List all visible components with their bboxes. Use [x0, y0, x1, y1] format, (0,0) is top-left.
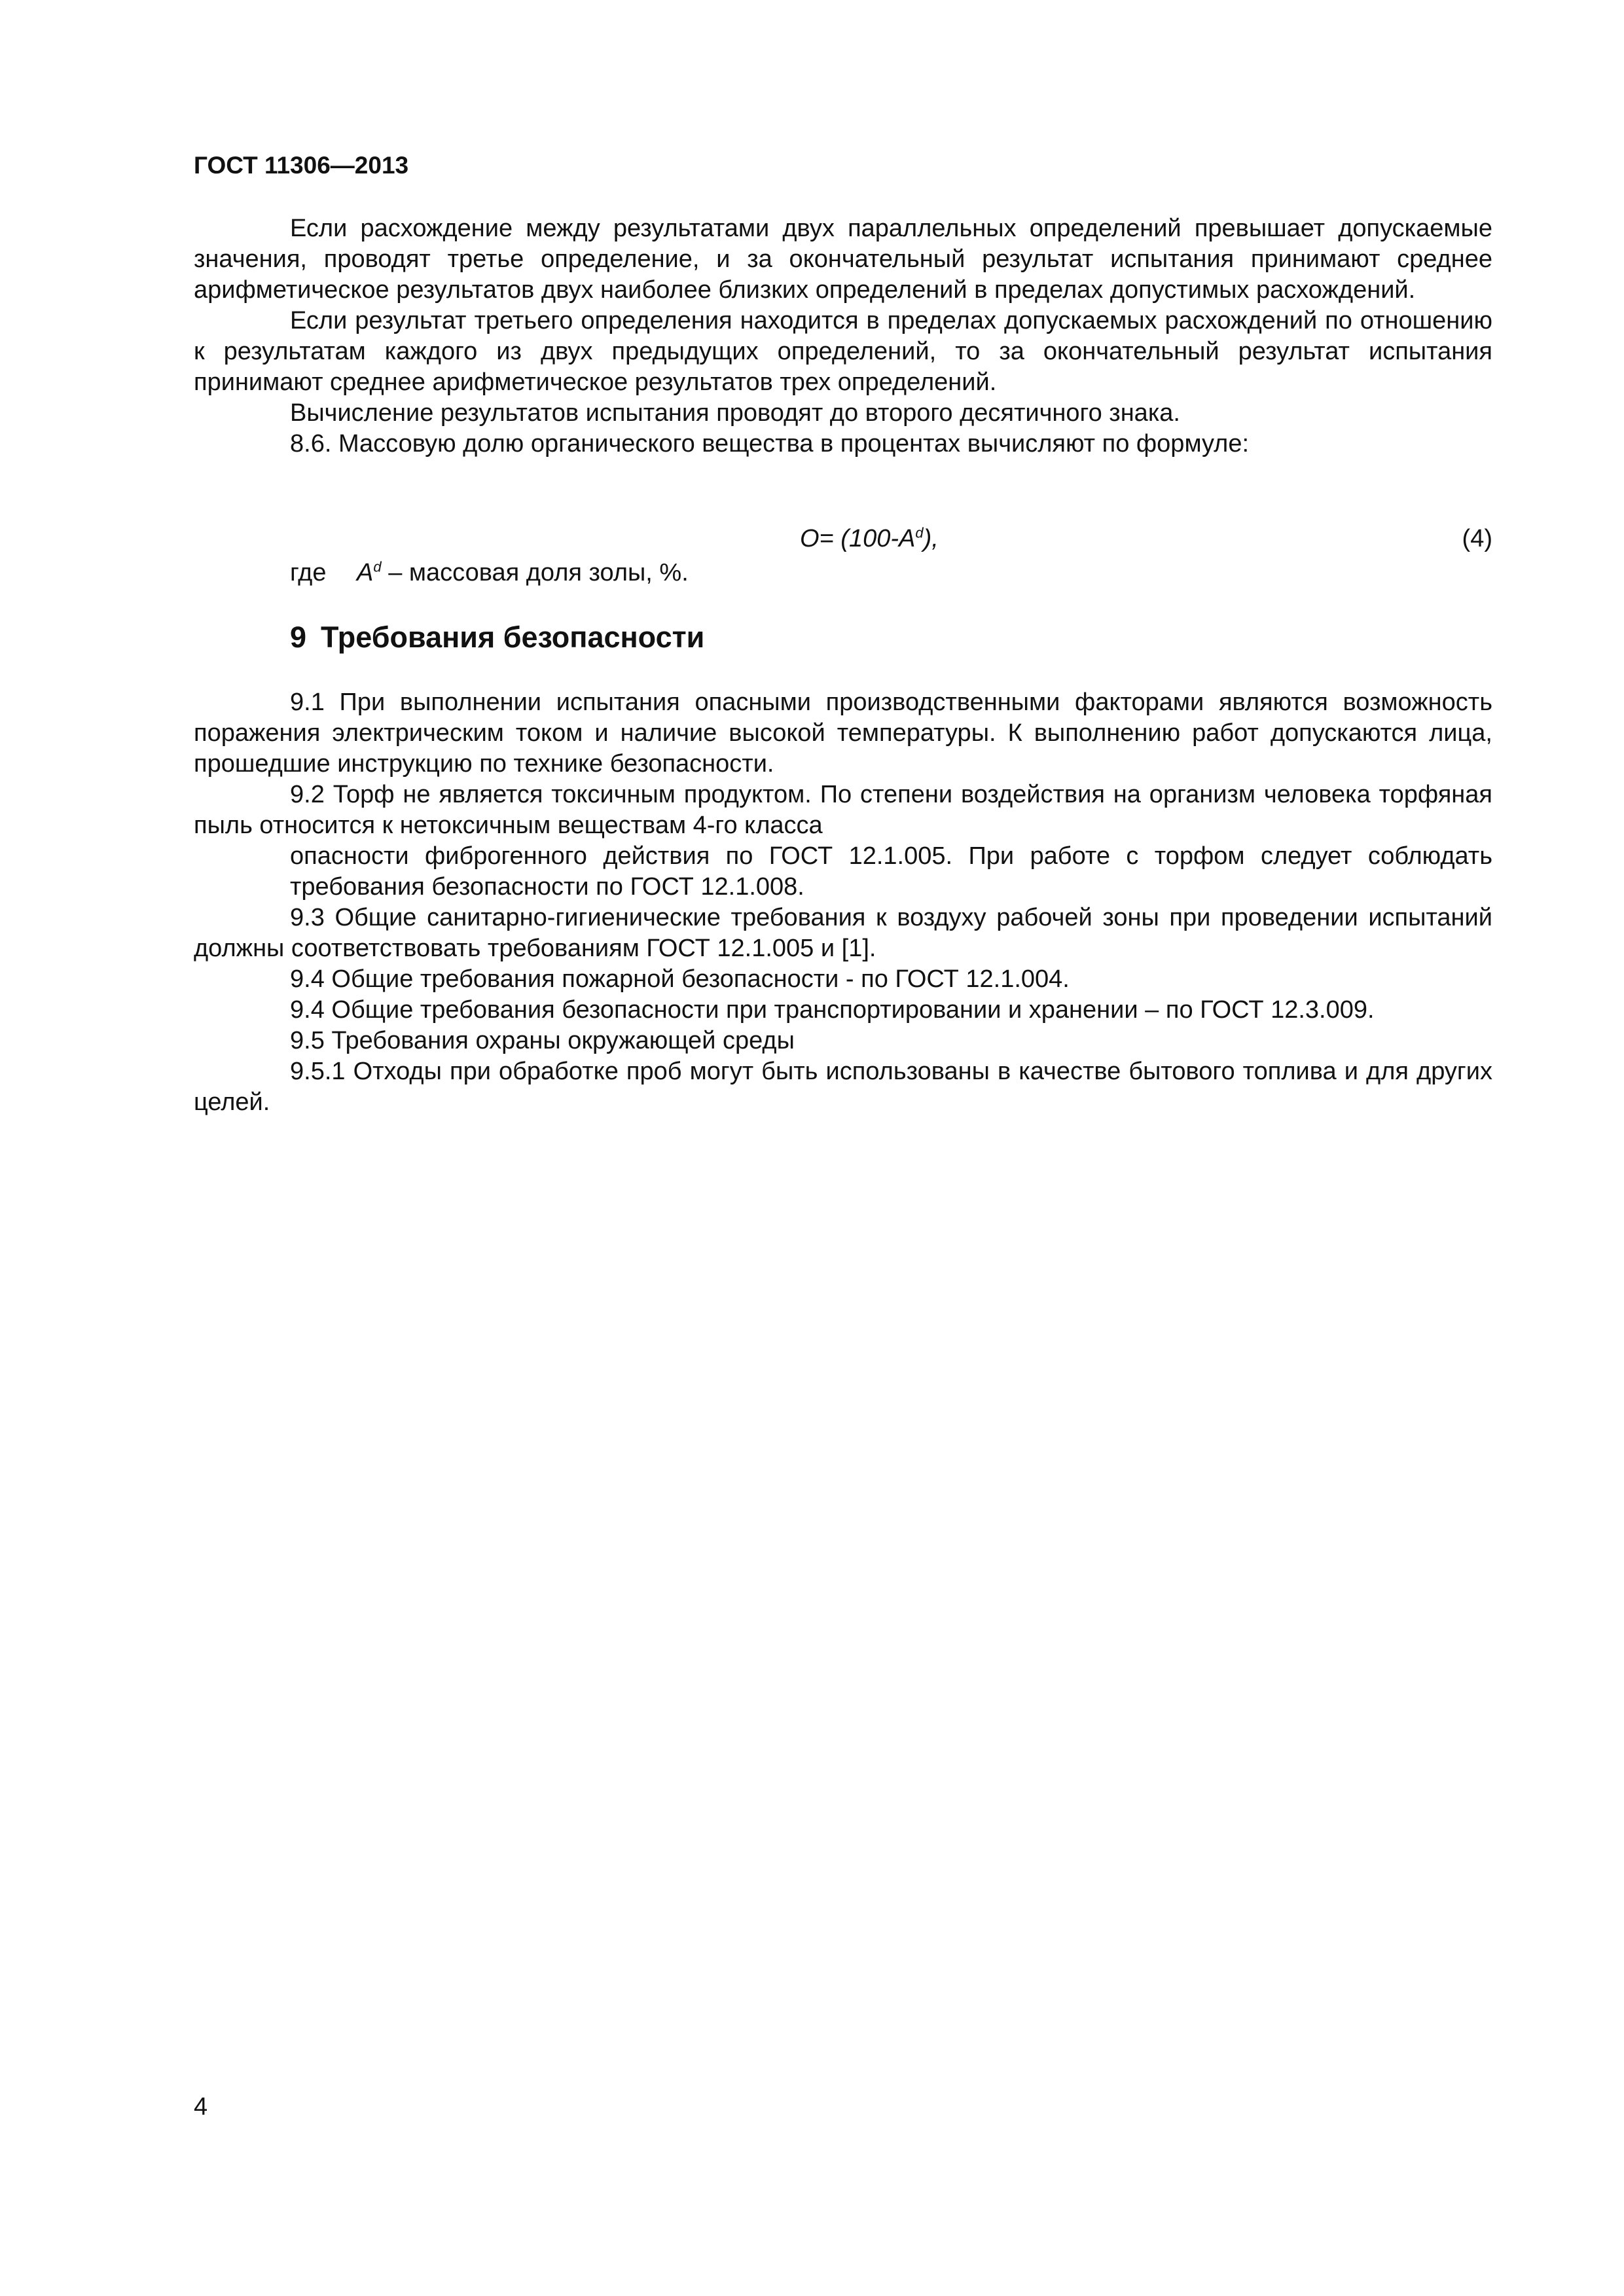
formula-row: [194, 524, 1492, 563]
ash-symbol: $A^d$: [357, 558, 382, 586]
section-9-body: [194, 687, 1492, 1118]
paragraph-9-5: 9.5 Требования охраны окружающей среды: [290, 1027, 795, 1054]
paragraph-third-determination: Если результат третьего определения находится в пределах допускаемых расхождений по отношению к результатам каждого из двух предыдущих определений, то за окончательный результат испытания принимают среднее арифметическое результатов трех определений.: [194, 307, 1492, 396]
paragraph-divergence: Если расхождение между результатами двух параллельных определений превышает допускаемые значения, проводят третье определение, и за окончательный результат испытания принимают среднее арифметическое результатов двух наиболее близких определений в пределах допустимых расхождений.: [194, 215, 1492, 304]
paragraph-9-2-continued: опасности фиброгенного действия по ГОСТ 12.1.005. При работе с торфом следует соблюдать требования безопасности по ГОСТ 12.1.008.: [290, 842, 1492, 901]
section-title: Требования безопасности: [321, 620, 705, 654]
paragraph-9-4-fire: 9.4 Общие требования пожарной безопасности - по ГОСТ 12.1.004.: [290, 965, 1070, 993]
formula-legend: [290, 558, 689, 588]
paragraph-9-5-1: 9.5.1 Отходы при обработке проб могут быть использованы в качестве бытового топлива и для других целей.: [194, 1058, 1492, 1116]
formula-number: (4): [1462, 525, 1492, 552]
paragraph-9-3: 9.3 Общие санитарно-гигиенические требования к воздуху рабочей зоны при проведении испытаний должны соответствовать требованиям ГОСТ 12.1.005 и [1].: [194, 904, 1492, 962]
ash-description: – массовая доля золы, %.: [388, 559, 689, 586]
formula-organic-matter: $O= (100-A^d)$,: [800, 524, 939, 552]
paragraph-8-6: 8.6. Массовую долю органического вещества в процентах вычисляют по формуле:: [290, 430, 1250, 457]
section-8-tail: [194, 213, 1492, 459]
paragraph-9-4-transport: 9.4 Общие требования безопасности при транспортировании и хранении – по ГОСТ 12.3.009.: [290, 996, 1375, 1024]
paragraph-9-2: 9.2 Торф не является токсичным продуктом. По степени воздействия на организм человека торфяная пыль относится к нетоксичным веществам 4-го класса: [194, 781, 1492, 839]
document-code-header: ГОСТ 11306—2013: [194, 152, 409, 179]
section-number: 9: [290, 620, 307, 654]
paragraph-calculation-precision: Вычисление результатов испытания проводят до второго десятичного знака.: [290, 399, 1180, 427]
paragraph-9-1: 9.1 При выполнении испытания опасными производственными факторами являются возможность поражения электрическим током и наличие высокой температуры. К выполнению работ допускаются лица, прошедшие инструкцию по технике безопасности.: [194, 689, 1492, 778]
where-word: где: [290, 559, 327, 586]
page-number: 4: [194, 2093, 208, 2121]
section-9-heading: [290, 620, 704, 655]
